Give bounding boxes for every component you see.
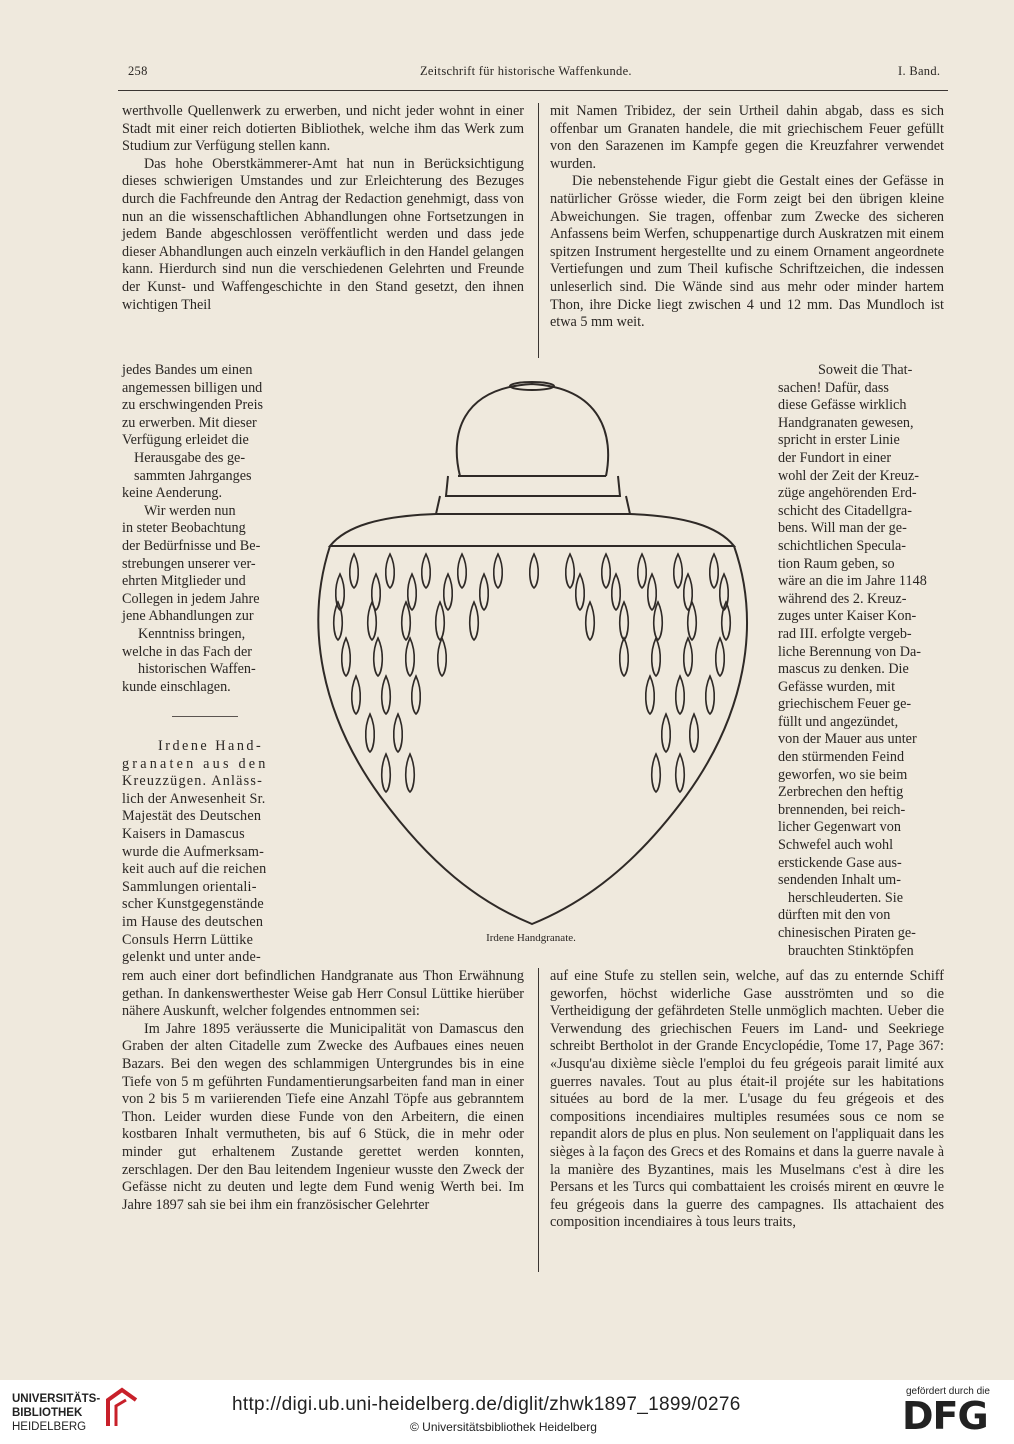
header-rule bbox=[118, 90, 948, 91]
scale-mark bbox=[406, 638, 415, 676]
line: Kenntniss bringen, bbox=[138, 625, 246, 642]
right-column-top bbox=[550, 103, 944, 332]
line: schichtlichen Specula- bbox=[778, 537, 907, 554]
line: spricht in erster Linie bbox=[778, 432, 900, 449]
library-logo-icon bbox=[102, 1386, 142, 1430]
line: füllt und angezündet, bbox=[778, 713, 899, 730]
line: Kaisers in Damascus bbox=[122, 825, 245, 842]
line: Gefässe wurden, mit bbox=[778, 678, 896, 695]
line: Wir werden nun bbox=[144, 502, 236, 519]
line: wurde die Aufmerksam- bbox=[122, 843, 265, 860]
scale-mark bbox=[412, 676, 421, 714]
line: Majestät des Deutschen bbox=[122, 808, 262, 825]
scale-mark bbox=[576, 574, 585, 610]
volume-label: I. Band. bbox=[898, 64, 941, 78]
line: von der Mauer aus unter bbox=[778, 731, 917, 748]
left-wrap-text-2 bbox=[122, 738, 292, 967]
scale-mark bbox=[654, 602, 663, 640]
scale-mark bbox=[690, 714, 699, 752]
paragraph: Im Jahre 1895 veräusserte die Municipalität von Damascus den Graben der alten Citadelle zum Zwecke des Aufbaues eines neuen Bazars. Bei den wegen des schlammigen Untergrundes bis in eine Tiefe von 5 m geführten Fundamentierungsarbeiten fand man in einer von 2 bis 5 m variierenden Tiefe eine Anzahl Töpfe aus gebranntem Thon. Leider wurden diese Funde von den Arbeitern, die einen kostbaren Inhalt vermutheten, bis auf 6 Stück, die in mehr oder minder gut erhaltenem Zustande gerettet werden konnten, zerschlagen. Der den Bau leitendem Ingenieur wusste den Zweck der Gefässe nicht zu deuten und legte dem Fund wenig Werth bei. Im Jahre 1897 sah sie bei ihm ein französischer Gelehrter bbox=[122, 1020, 524, 1213]
line: Sammlungen orientali- bbox=[122, 878, 257, 895]
line: bens. Will man der ge- bbox=[778, 520, 907, 537]
copyright-notice: © Universitätsbibliothek Heidelberg bbox=[410, 1420, 597, 1434]
right-column-bottom bbox=[550, 968, 944, 1232]
line: griechischem Feuer ge- bbox=[778, 696, 912, 713]
scale-mark bbox=[350, 554, 359, 588]
footer-bar bbox=[0, 1380, 1014, 1444]
line: Handgranaten gewesen, bbox=[778, 414, 914, 431]
scale-mark bbox=[438, 638, 447, 676]
permalink-url[interactable]: http://digi.ub.uni-heidelberg.de/diglit/zhwk1897_1899/0276 bbox=[232, 1394, 741, 1415]
dfg-logo: DFG bbox=[902, 1394, 988, 1438]
left-wrap-text bbox=[122, 362, 292, 696]
line: erstickende Gase aus- bbox=[778, 854, 902, 871]
line: zu erwerben. Mit dieser bbox=[122, 414, 257, 431]
column-rule-top bbox=[538, 103, 539, 358]
line: diese Gefässe wirklich bbox=[778, 397, 907, 414]
line: in steter Beobachtung bbox=[122, 520, 246, 537]
line: brauchten Stinktöpfen bbox=[788, 942, 914, 959]
scale-mark bbox=[382, 754, 391, 792]
scale-mark bbox=[374, 638, 383, 676]
line: historischen Waffen- bbox=[138, 661, 256, 678]
scale-mark bbox=[444, 574, 453, 610]
line: Collegen in jedem Jahre bbox=[122, 590, 260, 607]
scale-mark bbox=[602, 554, 611, 588]
scale-mark bbox=[470, 602, 479, 640]
left-column-top bbox=[122, 103, 524, 314]
line: scher Kunstgegenstände bbox=[122, 896, 264, 913]
line: zu erschwingenden Preis bbox=[122, 397, 264, 414]
scale-mark bbox=[394, 714, 403, 752]
library-line: UNIVERSITÄTS- bbox=[12, 1393, 101, 1405]
line: kunde einschlagen. bbox=[122, 678, 231, 695]
paragraph: Die nebenstehende Figur giebt die Gestalt eines der Gefässe in natürlicher Grösse wieder, die Form zeigt bei den übrigen kleine Abweichungen. Sie tragen, offenbar zum Zwecke des sicheren Anfassens beim Werfen, schuppenartige durch Auskratzen mit einem spitzen Instrument hergestellte und zu einem Ornament angeordnete Vertiefungen und zum Theil kufische Schriftzeichen, die indessen unleserlich sind. Die Wände sind aus mehr oder minder hartem Thon, ihre Dicke liegt zwischen 4 und 12 mm. Das Mundloch ist etwa 5 mm weit. bbox=[550, 173, 944, 331]
line: Consuls Herrn Lüttike bbox=[122, 931, 254, 948]
scale-mark bbox=[638, 554, 647, 588]
scale-mark bbox=[586, 602, 595, 640]
line: sammten Jahrganges bbox=[134, 467, 252, 484]
line: sachen! Dafür, dass bbox=[778, 379, 889, 396]
left-column-bottom bbox=[122, 968, 524, 1214]
paragraph: Das hohe Oberstkämmerer-Amt hat nun in Berücksichtigung dieses schwierigen Umstandes und zur Erleichterung des Bezuges durch die Fachfreunde den Antrag der Redaction genehmigt, dass von nun an die wissenschaftlichen Abhandlungen ohne Fortsetzungen in jedem Bande abgeschlossen veröffentlicht werden und dass jede dieser Abhandlungen auch einzeln verkäuflich in den Handel gelangen kann. Hierdurch sind nun die verschiedenen Gelehrten und Freunde der Kunst- und Waffengeschichte in den Stand gesetzt, den ihnen wichtigen Theil bbox=[122, 155, 524, 313]
line: Kreuzzügen. Anläss- bbox=[122, 773, 263, 790]
scale-mark bbox=[566, 554, 575, 588]
line: der Fundort in einer bbox=[778, 449, 892, 466]
line: jedes Bandes um einen bbox=[122, 362, 253, 378]
scale-mark bbox=[458, 554, 467, 588]
scale-mark bbox=[716, 638, 725, 676]
scale-mark bbox=[662, 714, 671, 752]
line: Soweit die That- bbox=[818, 362, 913, 378]
scale-mark bbox=[620, 602, 629, 640]
section-divider bbox=[172, 716, 238, 717]
scale-mark bbox=[612, 574, 621, 610]
line: ehrten Mitglieder und bbox=[122, 573, 246, 590]
grenade-figure bbox=[310, 376, 760, 936]
scale-mark bbox=[422, 554, 431, 588]
scale-mark bbox=[688, 602, 697, 640]
scale-mark bbox=[406, 754, 415, 792]
section-heading: Irdene Hand- bbox=[158, 738, 264, 754]
line: im Hause des deutschen bbox=[122, 913, 264, 930]
line: Zerbrechen den heftig bbox=[778, 784, 904, 801]
section-heading: granaten aus den bbox=[122, 755, 269, 772]
line: keine Aenderung. bbox=[122, 485, 223, 502]
library-line: HEIDELBERG bbox=[12, 1421, 87, 1433]
line: herschleuderten. Sie bbox=[788, 889, 904, 906]
line: mascus zu denken. Die bbox=[778, 661, 909, 678]
scale-mark bbox=[684, 638, 693, 676]
line: Schwefel auch wohl bbox=[778, 837, 894, 854]
scale-mark bbox=[710, 554, 719, 588]
line: den stürmenden Feind bbox=[778, 749, 905, 766]
scale-mark bbox=[382, 676, 391, 714]
line: schicht des Citadellgra- bbox=[778, 502, 912, 519]
line: keit auch auf die reichen bbox=[122, 861, 267, 878]
funder-note: gefördert durch die bbox=[906, 1386, 990, 1397]
scale-mark bbox=[386, 554, 395, 588]
scale-mark bbox=[530, 554, 539, 588]
line: sendenden Inhalt um- bbox=[778, 872, 901, 889]
paragraph: auf eine Stufe zu stellen sein, welche, auf das zu enternde Schiff geworfen, höchst widerliche Gase ausströmten und so die Vertheidigung der gefährdeten Stelle unmöglich machten. Ueber die Verwendung des griechischen Feuers im Land- und Seekriege schreibt Bertholot in der Grande Encyclopédie, Tome 17, Page 367: «Jusqu'au dixième siècle l'emploi du feu grégeois parait limité aux guerres navales. Tout au plus était-il projéte sur les habitations situées au bord de la mer. L'usage du feu grégeois et des compositions incendiaires multiples resumées sous ce nom se repandit alors de plus en plus. Non seulement on l'appliquait dans les sièges à la façon des Grecs et des Romains et dans la guerre navale à la manière des Byzantines, mais les Muselmans c'est à dire les Persans et les Turcs qui combattaient les croisés mirent en œuvre le feu grégeois dans la guerre des campagnes. Ils attachaient des composition incendiaires à tous leurs traits, bbox=[550, 968, 944, 1231]
paragraph: rem auch einer dort befindlichen Handgranate aus Thon Erwähnung gethan. In dankenswerthester Weise gab Herr Consul Lüttike hierüber nähere Auskunft, welcher folgendes entnommen sei: bbox=[122, 968, 524, 1020]
line: rad III. erfolgte vergeb- bbox=[778, 625, 912, 642]
line: tion Raum geben, so bbox=[778, 555, 895, 572]
scale-mark bbox=[480, 574, 489, 610]
paragraph: mit Namen Tribidez, der sein Urtheil dahin abgab, dass es sich offenbar um Granaten handele, die mit griechischem Feuer gefüllt von den Sarazenen im Kampfe gegen die Kreuzfahrer verwendet wurden. bbox=[550, 103, 944, 172]
line: strebungen unserer ver- bbox=[122, 555, 256, 572]
line: angemessen billigen und bbox=[122, 379, 263, 396]
line: Herausgabe des ge- bbox=[134, 449, 246, 466]
line: lich der Anwesenheit Sr. bbox=[122, 790, 266, 807]
figure-caption: Irdene Handgranate. bbox=[486, 932, 576, 944]
line: welche in das Fach der bbox=[122, 643, 253, 660]
right-wrap-text bbox=[778, 362, 944, 960]
line: der Bedürfnisse und Be- bbox=[122, 537, 261, 554]
scale-mark bbox=[652, 754, 661, 792]
library-line: BIBLIOTHEK bbox=[12, 1407, 83, 1419]
line: wäre an die im Jahre 1148 bbox=[778, 573, 927, 590]
line: gelenkt und unter ande- bbox=[122, 949, 261, 966]
scale-mark bbox=[646, 676, 655, 714]
scale-mark bbox=[342, 638, 351, 676]
scale-mark bbox=[706, 676, 715, 714]
line: Verfügung erleidet die bbox=[122, 432, 249, 449]
library-name bbox=[12, 1392, 100, 1434]
scale-mark bbox=[352, 676, 361, 714]
line: zuges unter Kaiser Kon- bbox=[778, 608, 917, 625]
line: liche Berennung von Da- bbox=[778, 643, 922, 660]
scale-mark bbox=[368, 602, 377, 640]
line: züge angehörenden Erd- bbox=[778, 485, 917, 502]
page-number: 258 bbox=[128, 64, 148, 78]
line: wohl der Zeit der Kreuz- bbox=[778, 467, 920, 484]
scale-mark bbox=[648, 574, 657, 610]
scale-mark bbox=[652, 638, 661, 676]
column-rule-bottom bbox=[538, 968, 539, 1272]
line: dürften mit den von bbox=[778, 907, 891, 924]
scale-mark bbox=[402, 602, 411, 640]
line: während des 2. Kreuz- bbox=[778, 590, 907, 607]
line: geworfen, wo sie beim bbox=[778, 766, 908, 783]
scale-mark bbox=[494, 554, 503, 588]
line: brennenden, bei reich- bbox=[778, 801, 906, 818]
scale-mark bbox=[436, 602, 445, 640]
line: chinesischen Piraten ge- bbox=[778, 925, 916, 941]
line: licher Gegenwart von bbox=[778, 819, 901, 836]
scale-mark bbox=[676, 754, 685, 792]
running-title: Zeitschrift für historische Waffenkunde. bbox=[420, 64, 632, 78]
scale-mark bbox=[366, 714, 375, 752]
scale-ornament bbox=[334, 554, 731, 792]
scale-mark bbox=[676, 676, 685, 714]
scale-mark bbox=[674, 554, 683, 588]
scale-mark bbox=[408, 574, 417, 610]
scale-mark bbox=[620, 638, 629, 676]
paragraph: werthvolle Quellenwerk zu erwerben, und nicht jeder wohnt in einer Stadt mit einer reich dotierten Bibliothek, welche ihm das Werk zum Studium zur Verfügung stellen kann. bbox=[122, 103, 524, 155]
line: jene Abhandlungen zur bbox=[122, 608, 254, 625]
